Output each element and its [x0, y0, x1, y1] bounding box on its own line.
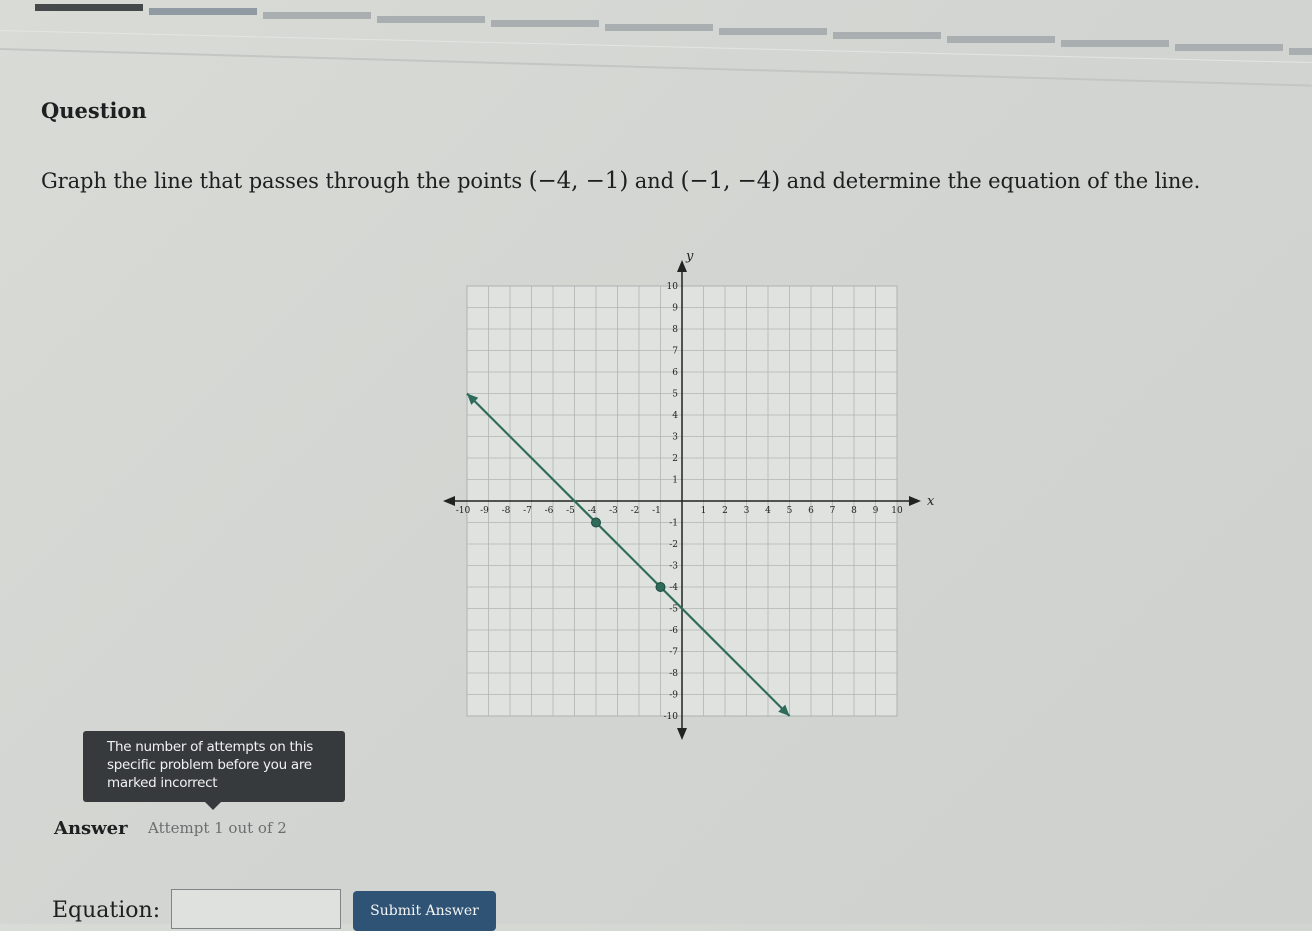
y-tick-label: -6 [669, 626, 678, 636]
x-tick-label: 8 [851, 506, 857, 516]
plotted-point [592, 518, 601, 527]
y-tick-label: 2 [672, 454, 678, 464]
y-axis-arrow-down [677, 728, 687, 740]
y-tick-label: -9 [669, 690, 678, 701]
answer-heading: Answer [54, 818, 128, 839]
progress-segment [149, 8, 257, 15]
question-text-before: Graph the line that passes through the points [41, 169, 529, 193]
y-tick-label: -4 [669, 583, 678, 593]
progress-segment [491, 20, 599, 27]
progress-segment [377, 16, 485, 23]
point-1: (−4, −1) [528, 168, 629, 194]
x-tick-label: 2 [722, 506, 728, 516]
x-axis-arrow-right [909, 496, 921, 506]
y-tick-label: -1 [669, 518, 678, 529]
question-heading: Question [41, 98, 147, 123]
y-tick-label: 10 [666, 282, 678, 292]
y-tick-label: 9 [672, 303, 678, 314]
x-tick-label: -10 [455, 506, 471, 516]
progress-segment [833, 32, 941, 39]
attempts-tooltip: The number of attempts on this specific problem before you are marked incorrect [83, 731, 345, 802]
y-axis-label: y [686, 249, 694, 264]
tooltip-pointer [205, 802, 221, 810]
x-tick-label: 1 [700, 506, 707, 516]
progress-segment [263, 12, 371, 19]
x-tick-label: -8 [501, 506, 511, 516]
y-tick-label: -10 [663, 712, 678, 722]
progress-segment [35, 4, 143, 11]
x-tick-label: -4 [587, 506, 597, 516]
question-text [41, 168, 1200, 194]
progress-segment [605, 24, 713, 31]
y-tick-label: 3 [672, 432, 678, 443]
y-tick-label: -3 [669, 561, 678, 572]
progress-segment [719, 28, 827, 35]
equation-input[interactable] [171, 889, 341, 929]
x-tick-label: 5 [786, 506, 793, 516]
x-tick-label: -5 [566, 506, 575, 516]
x-tick-label: -7 [523, 506, 532, 516]
y-tick-label: -5 [669, 604, 678, 615]
y-tick-label: 4 [672, 411, 678, 421]
y-tick-label: -7 [669, 647, 678, 658]
submit-answer-button[interactable]: Submit Answer [353, 891, 496, 931]
x-tick-label: 9 [872, 506, 879, 516]
point-2: (−1, −4) [680, 168, 781, 194]
x-tick-label: -3 [609, 506, 618, 516]
attempt-counter[interactable]: Attempt 1 out of 2 [148, 819, 287, 837]
progress-bar [0, 0, 1312, 60]
question-text-after: and determine the equation of the line. [780, 169, 1201, 193]
x-tick-label: -1 [652, 506, 661, 516]
y-tick-label: 6 [672, 368, 678, 378]
plotted-point [656, 583, 665, 592]
x-tick-label: -2 [630, 506, 640, 516]
x-axis-label: x [927, 494, 935, 509]
x-tick-label: 4 [765, 506, 771, 516]
y-tick-label: -2 [669, 540, 678, 550]
y-tick-label: 1 [672, 475, 678, 486]
progress-segment [1175, 44, 1283, 51]
x-tick-label: 6 [808, 506, 814, 516]
x-tick-label: -9 [480, 506, 489, 516]
progress-segment [1061, 40, 1169, 47]
question-text-middle: and [628, 169, 681, 193]
x-tick-label: 7 [829, 506, 836, 516]
x-axis-arrow-left [443, 496, 455, 506]
equation-label: Equation: [52, 898, 161, 923]
coordinate-graph[interactable] [436, 245, 946, 745]
x-tick-label: -6 [544, 506, 554, 516]
y-tick-label: 7 [672, 346, 678, 357]
x-tick-label: 10 [891, 506, 903, 516]
progress-segment [1289, 48, 1312, 55]
x-tick-label: 3 [743, 506, 750, 516]
y-tick-label: -8 [669, 669, 678, 679]
progress-segment [947, 36, 1055, 43]
y-tick-label: 5 [672, 389, 678, 400]
y-tick-label: 8 [672, 325, 678, 335]
